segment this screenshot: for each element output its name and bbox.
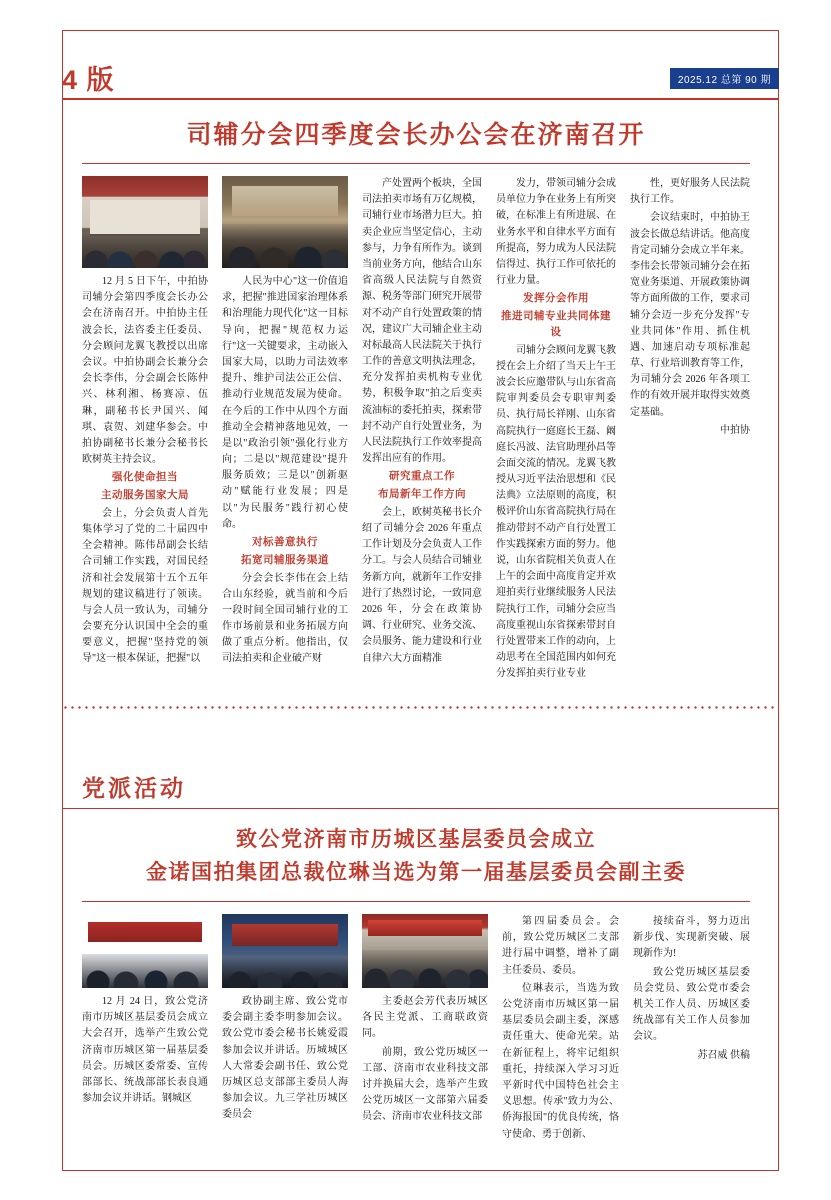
- article-subheading: 研究重点工作: [389, 470, 455, 483]
- masthead-divider: [62, 98, 779, 100]
- article-byline: 中拍协: [720, 424, 750, 436]
- article-secondary-column-5: [633, 914, 750, 1145]
- article-lead-rule: [82, 163, 750, 164]
- paragraph: 性，更好服务人民法院执行工作。: [630, 178, 750, 206]
- masthead: [62, 58, 779, 98]
- page-number-label: 4 版: [62, 65, 115, 95]
- paragraph: 位琳表示，当选为致公党济南市历城区第一届基层委员会副主委，深感责任重大、使命光荣。站在新征程上，将牢记组织重托，持续深入学习习近平新时代中国特色社会主义思想。传承"致力为公、侨海报国"的优良传统，恪守使命、勇于创新、: [502, 982, 619, 1140]
- section-title-rule: [62, 808, 779, 809]
- paragraph: 会上，分会负责人首先集体学习了党的二十届四中全会精神。陈伟昂副会长结合司辅工作实践，对国民经济和社会发展第十五个五年规划的建议稿进行了领读。与会人员一致认为，司辅分会要充分认识国中全会的重要意义，把握"坚持党的领导"这一根本保证，把握"以: [82, 507, 208, 665]
- paragraph: 司辅分会顾问龙翼飞教授在会上介绍了当天上午王波会长应邀带队与山东省高院审判委员会专职审判委员、执行局长祥刚、山东省高院执行一庭庭长王磊、阚庭长冯波、法官助理孙昌等会面交流的情况。龙翼飞教授从习近平法治思想和《民法典》立法原则的高度，积极评价山东省高院执行局在推动带封不动产自行处置工作实践探索方面的努力。他说，山东省院相关负责人在上午的会面中高度肯定并欢迎拍卖行业继续服务人民法院执行工作，司辅分会应当高度重视山东省探索带封自行处置带来工作的动向，上动思考在全国范围内如何充分发挥拍卖行业专业: [496, 344, 616, 680]
- headline-line-1: 致公党济南市历城区基层委员会成立: [236, 828, 596, 851]
- article-byline: 苏召威 供稿: [697, 1049, 750, 1061]
- article-lead-column-3: [362, 176, 482, 685]
- paragraph: 接续奋斗，努力迈出新步伐、实现新突破、展现新作为!: [633, 916, 750, 960]
- headline-line-2: 金诺国拍集团总裁位琳当选为第一届基层委员会副主委: [146, 860, 686, 884]
- article-lead-headline: 司辅分会四季度会长办公会在济南召开: [186, 121, 646, 149]
- article-secondary-column-4: [502, 914, 619, 1145]
- article-lead-columns: [82, 176, 750, 685]
- article-secondary-column-3: [362, 914, 488, 1145]
- meeting-photo-1: [82, 176, 208, 268]
- paragraph: 12 月 5 日下午，中拍协司辅分会第四季度会长办公会在济南召开。中拍协主任波会长，法咨委主任委员、分会顾问龙翼飞教授以出席会议。中拍协副会长兼分会会长李伟，分会副会长陈仲兴、林利湘、杨赛凉、伍琳，副秘书长尹国兴、闻琪、袁贺、刘建华参会。中拍协副秘书长兼分会秘书长欧树英主持会议。: [82, 276, 208, 466]
- paragraph: 前期，致公党历城区一工部、济南市农业科技文部讨并换届大会，选举产生致公党历城区一文部第六届委员会、济南市农业科技文部: [362, 1046, 488, 1123]
- issue-badge: 2025.12 总第 90 期: [670, 68, 779, 89]
- party-photo-3: [362, 914, 488, 988]
- article-secondary-column-2: [222, 914, 348, 1145]
- paragraph: 人民为中心"这一价值追求，把握"推进国家治理体系和治理能力现代化"这一目标导向，把握"规范权力运行"这一关键要求，主动嵌入国家大局，以助力司法效率提升、维护司法公正公信、推动行业规范发展为使命。在今后的工作中从四个方面推动全会精神落地见效，一是以"政治引领"强化行业方向；二是以"规范建设"提升服务质效；三是以"创新驱动"赋能行业发展；四是以"为民服务"践行初心使命。: [222, 276, 348, 530]
- paragraph: 第四届委员会。会前，致公党历城区二支部进行届中调整，增补了副主任委员、委员。: [502, 916, 619, 976]
- article-lead-column-2: [222, 176, 348, 685]
- article-lead-column-5: [630, 176, 750, 685]
- party-photo-1: [82, 914, 208, 988]
- article-lead-column-4: [496, 176, 616, 685]
- article-subheading: 布局新年工作方向: [378, 488, 466, 501]
- article-subheading: 强化使命担当: [112, 471, 178, 484]
- party-photo-2: [222, 914, 348, 988]
- paragraph: 政协副主席、致公党市委会副主委李明参加会议。致公党市委会秘书长姚爱霞参加会议并讲话。历城城区人大常委会副书任、致公党历城区总支部部主委员人海参加会议。九三学社历城区委员会: [222, 996, 348, 1121]
- page-bottom-rule: [62, 1170, 779, 1171]
- paragraph: 产处置两个板块，全国司法拍卖市场有万亿规模，司辅行业市场潜力巨大。拍卖企业应当坚定信心，主动参与，力争有所作为。谈到当前业务方向，他结合山东省高级人民法院与自然资源、税务等部门研究开展带对不动产自行处置政策的情况，建议广大司辅企业主动对标最高人民法院关于执行工作的善意文明执法理念，充分发挥拍卖机构专业优势，积极争取"拍之后变卖流油标的委托拍卖，探索带封不动产自行处置业务，为人民法院执行工作效率提高发挥出应有的作用。: [362, 178, 482, 465]
- page-top-rule: [62, 30, 779, 31]
- article-secondary-headline: [82, 824, 750, 889]
- article-secondary-columns: [82, 914, 750, 1145]
- article-subheading: 对标善意执行: [252, 536, 318, 548]
- article-lead-column-1: [82, 176, 208, 685]
- paragraph: 发力，带领司辅分会成员单位力争在业务上有所突破，在标准上有所进展、在业务水平和自律水平方面有所提高，努力成为人民法院信得过、执行工作可依托的行业力量。: [496, 178, 616, 287]
- paragraph: 会议结束时，中拍协王波会长做总结讲话。他高度肯定司辅分会成立半年来。李伟会长带领司辅分会在拓宽业务渠道、开展政策协调等方面所做的工作，要求司辅分会迈一步充分发挥"专业共同体"作用、抓住机遇、加速启动专项标准起草、行业培训教育等工作，为司辅分会 2026 年各项工作的有效开展并取得实效奠定基础。: [630, 212, 750, 418]
- article-secondary-column-1: [82, 914, 208, 1145]
- paragraph: 致公党历城区基层委员会党员、致公党市委会机关工作人员、历城区委统战部有关工作人员参加会议。: [633, 966, 750, 1043]
- page-left-rule: [62, 30, 63, 1170]
- paragraph: 会上，欧树英秘书长介绍了司辅分会 2026 年重点工作计划及分会负责人工作分工。与会人员结合司辅业务新方向，就新年工作安排进行了热烈讨论，一致同意 2026 年，分会在政策协调、行业研究、业务交流、会员服务、能力建设和行业自律六大方面精准: [362, 506, 482, 664]
- article-lead: [82, 118, 750, 685]
- article-secondary-rule: [82, 901, 750, 902]
- article-subheading: 主动服务国家大局: [101, 489, 189, 501]
- meeting-photo-2: [222, 176, 348, 268]
- paragraph: 12 月 24 日，致公党济南市历城区基层委员会成立大会召开，选举产生致公党济南市历城区第一届基层委员会。历城区委常委、宣传部部长、统战部部长表良通参加会议并讲话。钢城区: [82, 996, 208, 1105]
- section-title-party-activities: 党派活动: [82, 775, 186, 801]
- section-dotted-divider: [62, 706, 779, 709]
- paragraph: 分会会长李伟在会上结合山东经验，就当前和今后一段时间全国司辅行业的工作市场前景和业务拓展方向做了重点分析。他指出，仅司法拍卖和企业破产财: [222, 572, 348, 665]
- article-secondary: [82, 824, 750, 1145]
- page-right-rule: [778, 30, 779, 1170]
- paragraph: 主委赵会芳代表历城区各民主党派、工商联政资同。: [362, 996, 488, 1040]
- article-subheading: 推进司辅专业共同体建设: [501, 310, 611, 338]
- article-subheading: 发挥分会作用: [523, 292, 589, 305]
- article-subheading: 拓宽司辅服务渠道: [241, 553, 329, 566]
